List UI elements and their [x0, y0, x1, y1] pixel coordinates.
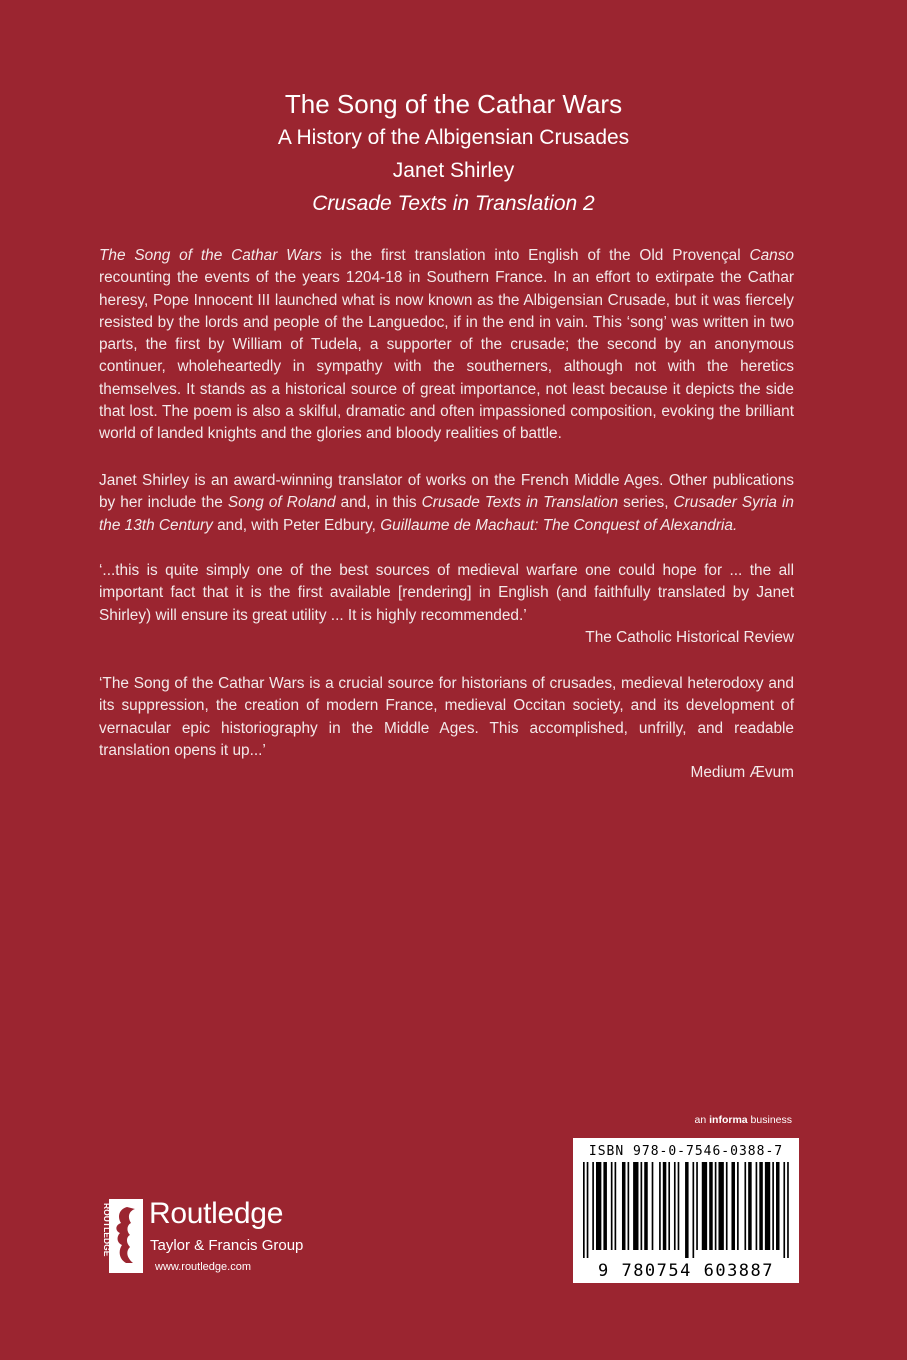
- barcode-bar: [644, 1162, 648, 1250]
- svg-text:ROUTLEDGE: ROUTLEDGE: [102, 1203, 112, 1257]
- barcode-bar: [596, 1162, 601, 1250]
- barcode-bar: [622, 1162, 626, 1250]
- barcode-bar: [674, 1162, 676, 1250]
- bio-italic-series: Crusade Texts in Translation: [421, 494, 619, 512]
- informa-prefix: an: [694, 1114, 710, 1126]
- barcode-bar: [587, 1162, 589, 1258]
- barcode-bar: [603, 1162, 607, 1250]
- blurb-text-continued: recounting the events of the years 1204-18 in Southern France. In an effort to extirpate the Cathar heresy, Pope Innocent III launched what is now known as the Albigensian Crusade, but it was fiercely resisted by the lords and people of the Languedoc, if in the end in vain. This ‘song’ was written in two parts, the first by William of Tudela, a supporter of the crusade; the second by an anonymous continuer, wholeheartedly in sympathy with the southerners, although not with the heretics themselves. It stands as a historical source of great importance, not least because it depicts the side that lost. The poem is also a skilful, dramatic and often impassioned composition, evoking the brilliant world of landed knights and the glories and bloody realities of battle.: [99, 269, 794, 443]
- barcode-bar: [652, 1162, 654, 1250]
- barcode-bar: [678, 1162, 680, 1250]
- book-author: Janet Shirley: [392, 159, 515, 182]
- publisher-group: Taylor & Francis Group: [150, 1237, 304, 1254]
- isbn-barcode: [573, 1138, 799, 1283]
- barcode-bar: [756, 1162, 758, 1250]
- title-block: [0, 88, 907, 220]
- barcode-bar: [759, 1162, 763, 1250]
- barcode-bar: [583, 1162, 585, 1258]
- bio-italic-roland: Song of Roland: [227, 494, 336, 512]
- barcode-bar: [772, 1162, 774, 1250]
- barcode-bar: [611, 1162, 613, 1250]
- barcode-bar: [783, 1162, 785, 1258]
- barcode-bar: [748, 1162, 752, 1250]
- bio-text-3: series,: [618, 494, 674, 512]
- barcode-bar: [765, 1162, 770, 1250]
- barcode-bar: [731, 1162, 735, 1250]
- barcode-bar: [693, 1162, 695, 1258]
- barcode-bar: [709, 1162, 713, 1250]
- barcode-bar: [685, 1162, 689, 1258]
- barcode-bar: [737, 1162, 739, 1250]
- barcode-bar: [696, 1162, 698, 1250]
- review-source: The Catholic Historical Review: [585, 628, 794, 646]
- review-quote: [99, 560, 794, 649]
- bio-text: Janet Shirley is an award-winning translator of works on the French Middle Ages. Other publications by her include the: [99, 472, 794, 512]
- barcode-bar: [615, 1162, 617, 1250]
- bio-text-4: and, with Peter Edbury,: [212, 516, 381, 534]
- barcode-bar: [641, 1162, 643, 1250]
- publisher-name: Routledge: [149, 1197, 284, 1230]
- blurb-text: is the first translation into English of the Old Provençal: [321, 247, 750, 264]
- book-subtitle: A History of the Albigensian Crusades: [277, 126, 630, 149]
- author-bio: [99, 470, 794, 537]
- barcode-bar: [726, 1162, 728, 1250]
- isbn-digits: 9 780754 603887: [597, 1261, 775, 1281]
- publisher-url: www.routledge.com: [155, 1261, 251, 1273]
- informa-suffix: business: [747, 1114, 792, 1126]
- blurb-title-italic: The Song of the Cathar Wars: [99, 247, 322, 264]
- review-source: Medium Ævum: [690, 764, 794, 782]
- barcode-bars: [583, 1162, 789, 1258]
- blurb-paragraph: [99, 245, 794, 446]
- bio-text-2: and, in this: [335, 494, 422, 512]
- barcode-bar: [718, 1162, 723, 1250]
- barcode-bar: [744, 1162, 746, 1250]
- barcode-bar: [592, 1162, 594, 1250]
- review-text: ‘...this is quite simply one of the best sources of medieval warfare one could hope for ... the all important fact that it is the first available [rendering] in English (and faithfully translated by Janet Shirley) will ensure its great utility ... It is highly recommended.’: [99, 562, 794, 624]
- barcode-bar: [776, 1162, 780, 1250]
- barcode-bar: [787, 1162, 789, 1258]
- book-title: The Song of the Cathar Wars: [284, 89, 623, 119]
- barcode-bar: [633, 1162, 638, 1250]
- review-text: ‘The Song of the Cathar Wars is a crucial source for historians of crusades, medieval heterodoxy and its suppression, the creation of modern France, medieval Occitan society, and its development of vernacular epic historiography in the Middle Ages. This accomplished, unfrilly, and readable translation opens it up...’: [99, 675, 794, 759]
- book-series: Crusade Texts in Translation 2: [312, 192, 595, 215]
- blurb-canso-italic: Canso: [749, 247, 794, 264]
- bio-italic-syria: Crusader Syria in the 13th Century: [99, 494, 794, 534]
- barcode-bar: [668, 1162, 670, 1250]
- barcode-bar: [659, 1162, 661, 1250]
- barcode-bar: [628, 1162, 630, 1250]
- bio-italic-machaut: Guillaume de Machaut: The Conquest of Alexandria.: [380, 516, 738, 534]
- barcode-bar: [715, 1162, 717, 1250]
- barcode-bar: [663, 1162, 667, 1250]
- isbn-label: ISBN 978-0-7546-0388-7: [588, 1144, 784, 1159]
- informa-brand: informa: [709, 1114, 748, 1126]
- barcode-bar: [702, 1162, 707, 1250]
- routledge-vertical-wordmark: [95, 1201, 112, 1271]
- informa-tagline: [690, 1114, 792, 1126]
- review-quote: [99, 673, 794, 784]
